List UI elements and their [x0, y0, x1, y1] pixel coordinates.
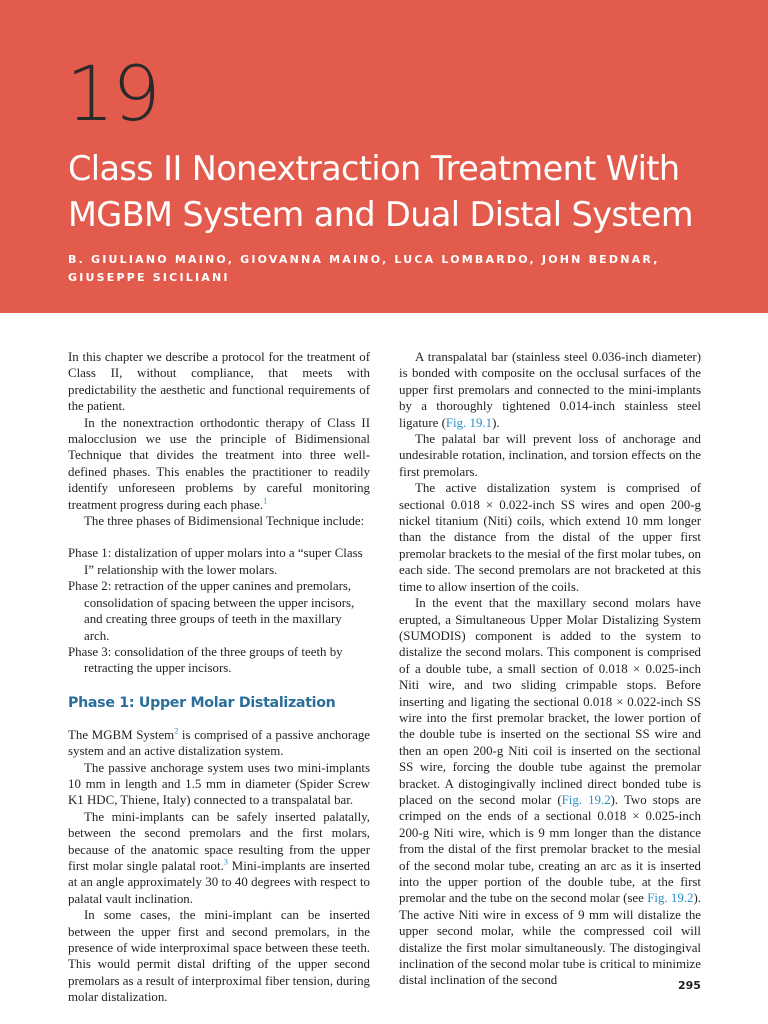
chapter-authors: B. GIULIANO MAINO, GIOVANNA MAINO, LUCA LOMBARDO, JOHN BEDNAR, GIUSEPPE SICILIANI [68, 253, 660, 284]
chapter-header [0, 0, 768, 313]
paragraph-text: ). [492, 415, 500, 430]
phase-list-item: Phase 2: retraction of the upper canines and premolars, consolidation of spacing between the upper incisors, and creating three groups of teeth in the maxillary arch. [68, 579, 355, 643]
reference-link[interactable]: 1 [263, 496, 268, 506]
paragraph-text: ). Two stops are crimped on the ends of a sectional 0.018 × 0.025-inch 200-g Niti wire, which is 9 mm longer than the distance from the distal of the first premolar bracket to the mesial of the second molar tube, creating an arc as it is inserted into the upper portion of the double tube, at the first premolar and the tube on the second molar (see [399, 792, 702, 906]
figure-link[interactable]: Fig. 19.2 [561, 792, 611, 807]
body-paragraph [399, 595, 701, 989]
chapter-title: Class II Nonextraction Treatment With MGBM System and Dual Distal System [68, 149, 693, 234]
reference-link[interactable]: 2 [174, 726, 179, 736]
paragraph-text: A transpalatal bar (stainless steel 0.036-inch diameter) is bonded with composite on the occlusal surfaces of the upper first premolars and connected to the mini-implants by a thoroughly tightened 0.014-inch stainless steel ligature ( [399, 350, 701, 430]
section-heading: Phase 1: Upper Molar Distalization [68, 694, 336, 711]
body-paragraph [68, 727, 370, 760]
intro-paragraph: In this chapter we describe a protocol for the treatment of Class II, without compliance, that meets with predictability the aesthetic and functional requirements of the patient. [68, 350, 370, 414]
paragraph-text: The mini-implants can be safely inserted palatally, between the second premolars and the first molars, because of the anatomic space resulting from the upper first molar single palatal root. [68, 809, 370, 873]
right-column [399, 349, 701, 989]
figure-link[interactable]: Fig. 19.1 [445, 415, 493, 430]
body-paragraph [68, 809, 370, 907]
page-number: 295 [678, 979, 701, 992]
body-paragraph: The three phases of Bidimensional Technique include: [84, 514, 365, 529]
paragraph-text: In the event that the maxillary second molars have erupted, a Simultaneous Upper Molar Distalizing System (SUMODIS) component is added to the system to distalize the second molars. This component is comprised of a double tube, a small section of 0.018 × 0.025-inch Niti wire, and two sliding crimpable stops. Before inserting and ligating the sectional 0.018 × 0.022-inch SS wire into the first premolar bracket, the lower portion of the double tube is inserted on the sectional SS wire and then an open 200-g Niti coil is inserted on the sectional SS wire, forcing the double tube against the premolar bracket. A distogingivally inclined direct bonded tube is placed on the second molar ( [399, 596, 701, 807]
body-paragraph: The passive anchorage system uses two mini-implants 10 mm in length and 1.5 mm in diameter (Spider Screw K1 HDC, Thiene, Italy) connected to a transpalatal bar. [68, 760, 370, 808]
body-paragraph [68, 415, 370, 513]
figure-link[interactable]: Fig. 19.2 [647, 891, 694, 906]
left-column [68, 349, 370, 1006]
body-paragraph: The palatal bar will prevent loss of anchorage and undesirable rotation, inclination, and torsion effects on the first premolars. [399, 432, 701, 479]
paragraph-text: Mini-implants are inserted at an angle approximately 30 to 40 degrees with respect to palatal vault inclination. [68, 858, 370, 906]
paragraph-text: The MGBM System [68, 727, 175, 742]
reference-link[interactable]: 3 [223, 857, 228, 867]
paragraph-text: ). The active Niti wire in excess of 9 mm will distalize the upper second molar, while the compressed coil will distalize the first molar simultaneously. The distogingival inclination of the second molar tube is critical to minimize distal inclination of the second [399, 891, 701, 988]
body-paragraph: The active distalization system is comprised of sectional 0.018 × 0.022-inch SS wires and open 200-g nickel titanium (Niti) coils, which extend 10 mm longer than the distance from the distal of the upper first premolar brackets to the mesial of the first molar tubes, on each side. The second premolars are not bracketed at this time to allow insertion of the coils. [399, 481, 701, 594]
paragraph-text: In the nonextraction orthodontic therapy of Class II malocclusion we use the principle of Bidimensional Technique that divides the treatment into three well-defined phases. This enables the practitioner to readily identify unforeseen problems by careful monitoring treatment progress during each phase. [68, 415, 370, 512]
paragraph-text: is comprised of a passive anchorage system and an active distalization system. [68, 727, 371, 759]
chapter-number: 19 [66, 49, 159, 138]
body-paragraph: In some cases, the mini-implant can be inserted between the upper first and second premolars, in the presence of wide interproximal space between these teeth. This would permit distal drifting of the upper second premolars as a result of interproximal fiber tension, during molar distalization. [68, 908, 370, 1005]
body-paragraph [399, 349, 701, 431]
phase-list-item: Phase 1: distalization of upper molars into a “super Class I” relationship with the lower molars. [68, 546, 363, 577]
phase-list-item: Phase 3: consolidation of the three groups of teeth by retracting the upper incisors. [68, 644, 343, 676]
